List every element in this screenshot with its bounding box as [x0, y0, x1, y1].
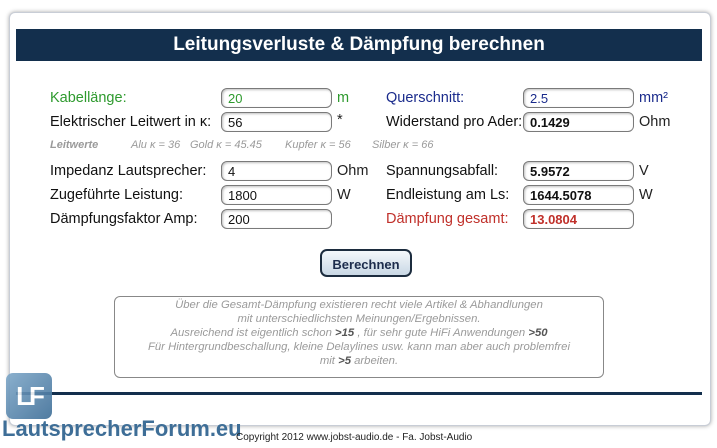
- widerstand-label: Widerstand pro Ader:: [386, 114, 523, 130]
- daempfungsfaktor-label: Dämpfungsfaktor Amp:: [50, 211, 198, 227]
- spannungsabfall-output: 5.9572: [523, 161, 634, 181]
- lf-logo: LF: [6, 373, 52, 419]
- note-line-5: mit >5 arbeiten.: [319, 355, 399, 367]
- endleistung-unit: W: [639, 187, 653, 203]
- querschnitt-unit: mm²: [639, 90, 668, 106]
- leistung-input[interactable]: 1800: [221, 185, 332, 205]
- note-line-2: mit unterschiedlichsten Meinungen/Ergebnissen.: [237, 313, 481, 325]
- impedanz-unit: Ohm: [337, 163, 369, 179]
- berechnen-button[interactable]: Berechnen: [320, 249, 412, 277]
- leitwert-kupfer: Kupfer κ = 56: [285, 139, 351, 151]
- note-line-1: Über die Gesamt-Dämpfung existieren recht viele Artikel & Abhandlungen: [175, 299, 543, 311]
- leitwert-silber: Silber κ = 66: [372, 139, 434, 151]
- querschnitt-input[interactable]: 2.5: [523, 88, 634, 108]
- kabellaenge-label: Kabellänge:: [50, 90, 127, 106]
- leitwerte-label: Leitwerte: [50, 139, 99, 151]
- copyright-text: Copyright 2012 www.jobst-audio.de - Fa. Jobst-Audio: [236, 432, 473, 443]
- endleistung-label: Endleistung am Ls:: [386, 187, 510, 203]
- daempfung-gesamt-label: Dämpfung gesamt:: [386, 211, 509, 227]
- note-line-3: Ausreichend ist eigentlich schon >15 , für sehr gute HiFi Anwendungen >50: [170, 327, 548, 339]
- widerstand-unit: Ohm: [639, 114, 671, 130]
- daempfung-gesamt-output: 13.0804: [523, 209, 634, 229]
- info-note: [114, 296, 604, 378]
- note-line-4: Für Hintergrundbeschallung, kleine Delaylines usw. kann man aber auch problemfrei: [148, 341, 570, 353]
- impedanz-label: Impedanz Lautsprecher:: [50, 163, 207, 179]
- leistung-unit: W: [337, 187, 351, 203]
- leitwert-alu: Alu κ = 36: [131, 139, 181, 151]
- forum-watermark: LautsprecherForum.eu: [2, 416, 242, 441]
- leitwert-input[interactable]: 56: [221, 112, 332, 132]
- footer-divider: [16, 392, 702, 395]
- leitwert-label: Elektrischer Leitwert in κ:: [50, 114, 212, 130]
- kabellaenge-input[interactable]: 20: [221, 88, 332, 108]
- page-title: Leitungsverluste & Dämpfung berechnen: [16, 29, 702, 61]
- leitwert-gold: Gold κ = 45.45: [190, 139, 262, 151]
- kabellaenge-unit: m: [337, 90, 350, 106]
- leitwert-unit: *: [337, 112, 343, 128]
- leistung-label: Zugeführte Leistung:: [50, 187, 184, 203]
- widerstand-output: 0.1429: [523, 112, 634, 132]
- spannungsabfall-label: Spannungsabfall:: [386, 163, 499, 179]
- spannungsabfall-unit: V: [639, 163, 649, 179]
- querschnitt-label: Querschnitt:: [386, 90, 465, 106]
- daempfungsfaktor-input[interactable]: 200: [221, 209, 332, 229]
- impedanz-input[interactable]: 4: [221, 161, 332, 181]
- endleistung-output: 1644.5078: [523, 185, 634, 205]
